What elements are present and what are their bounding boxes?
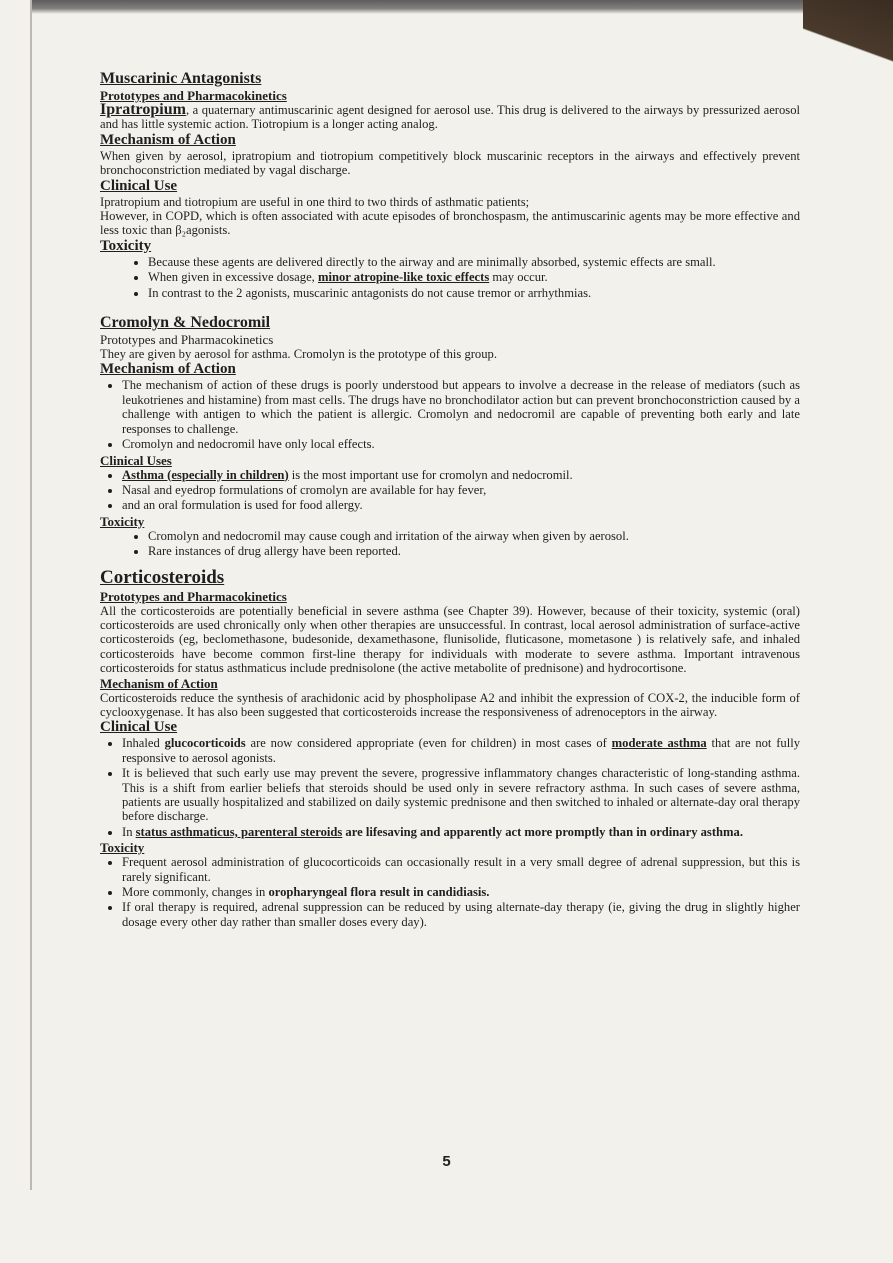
subheading-prototypes: Prototypes and Pharmacokinetics	[100, 88, 287, 103]
emphasis-text: status asthmaticus, parenteral steroids	[135, 824, 343, 839]
subheading-clinical-use: Clinical Use	[100, 177, 178, 194]
list-item: • Rare instances of drug allergy have been reported.	[148, 544, 800, 558]
clinical-list	[100, 736, 800, 839]
subheading-mechanism: Mechanism of Action	[100, 675, 218, 691]
mechanism-paragraph: Corticosteroids reduce the synthesis of arachidonic acid by phospholipase A2 and inhibit the expression of COX-2, the inducible form of cyclooxygenase. It has also been suggested that corticosteroids increase the responsiveness of adrenoceptors in the airway.	[100, 690, 800, 719]
section-muscarinic-antagonists	[100, 70, 800, 300]
list-item	[122, 736, 800, 765]
prototypes-text: , a quaternary antimuscarinic agent designed for aerosol use. This drug is delivered to the airways by pressurized aerosol and has little systemic action. Tiotropium is a longer acting analog.	[100, 103, 800, 132]
toxicity-list	[100, 529, 800, 559]
prototypes-paragraph: They are given by aerosol for asthma. Cromolyn is the prototype of this group.	[100, 347, 497, 362]
emphasis-text: glucocorticoids	[164, 736, 246, 751]
clinical-line-1: Ipratropium and tiotropium are useful in one third to two thirds of asthmatic patients;	[100, 194, 530, 209]
toxicity-list	[100, 255, 800, 300]
drug-name: Ipratropium	[100, 101, 186, 118]
subheading-mechanism: Mechanism of Action	[100, 361, 236, 378]
list-item: • Frequent aerosol administration of glucocorticoids can occasionally result in a very small degree of adrenal suppression, but this is rarely significant.	[122, 855, 800, 884]
list-item: • In contrast to the 2 agonists, muscarinic antagonists do not cause tremor or arrhythmias.	[148, 286, 800, 300]
document-page	[100, 70, 800, 935]
subheading-mechanism: Mechanism of Action	[100, 131, 236, 148]
section-corticosteroids	[100, 567, 800, 930]
list-item-text: When given in excessive dosage,	[148, 270, 318, 285]
scan-top-shadow	[30, 0, 810, 14]
subheading-clinical-use: Clinical Use	[100, 719, 178, 736]
section-title: Cromolyn & Nedocromil	[100, 314, 271, 332]
subheading-toxicity: Toxicity	[100, 840, 145, 856]
list-item-text: Inhaled	[122, 736, 165, 751]
clinical-list	[100, 468, 800, 513]
prototypes-paragraph: All the corticosteroids are potentially beneficial in severe asthma (see Chapter 39). However, because of their toxicity, systemic (oral) corticosteroids are used chronically only when other therapies are unsuccessful. In contrast, local aerosol administration of surface-active corticosteroids (eg, beclomethasone, budesonide, dexamethasone, flunisolide, fluticasone, mometasone ) is relatively safe, and inhaled corticosteroids have become common first-line therapy for individuals with moderate to severe asthma. Important intravenous corticosteroids for status asthmaticus include prednisolone (the active metabolite of prednisone) and hydrocortisone.	[100, 603, 800, 676]
page-number: 5	[442, 1153, 451, 1170]
list-item-text: are now considered appropriate (even for children) in most cases of	[245, 736, 612, 751]
prototypes-paragraph	[100, 103, 800, 132]
subheading-toxicity: Toxicity	[100, 237, 152, 254]
list-item-text: are lifesaving and apparently act more promptly than in ordinary asthma.	[342, 824, 743, 839]
list-item: • Cromolyn and nedocromil may cause cough and irritation of the airway when given by aerosol.	[148, 529, 800, 543]
scan-corner-background	[803, 0, 893, 140]
emphasis-text: moderate asthma	[611, 736, 707, 751]
section-cromolyn-nedocromil	[100, 314, 800, 558]
list-item: • Because these agents are delivered directly to the airway and are minimally absorbed, systemic effects are small.	[148, 255, 800, 269]
list-item: • It is believed that such early use may prevent the severe, progressive inflammatory changes characteristic of long-standing asthma. This is a shift from earlier beliefs that steroids should be used only in severe refractory asthma. In such cases of severe asthma, patients are usually hospitalized and stabilized on daily systemic prednisone and then switched to inhaled or alternate-day oral therapy before discharge.	[122, 766, 800, 824]
subheading-prototypes: Prototypes and Pharmacokinetics	[100, 588, 287, 604]
subheading-prototypes: Prototypes and Pharmacokinetics	[100, 332, 274, 348]
mechanism-paragraph: When given by aerosol, ipratropium and tiotropium competitively block muscarinic receptors in the airways and effectively prevent bronchoconstriction mediated by vagal discharge.	[100, 148, 800, 178]
emphasis-text: oropharyngeal flora result in candidiasis.	[268, 885, 490, 900]
clinical-line-2: However, in COPD, which is often associated with acute episodes of bronchospasm, the antimuscarinic agents may be more effective and less toxic than β₂agonists.	[100, 209, 800, 238]
list-item: • The mechanism of action of these drugs is poorly understood but appears to involve a decrease in the release of mediators (such as leukotrienes and histamine) from mast cells. The drugs have no bronchodilator action but can prevent bronchoconstriction caused by a challenge with antigen to which the patient is allergic. Cromolyn and nedocromil are capable of preventing both early and late responses to challenge.	[122, 378, 800, 436]
list-item	[122, 885, 800, 899]
list-item-text: More commonly, changes in	[122, 885, 269, 900]
list-item	[148, 270, 800, 284]
mechanism-list	[100, 378, 800, 451]
list-item-text: that are not fully responsive to aerosol agonists.	[122, 736, 800, 765]
subheading-toxicity: Toxicity	[100, 513, 145, 529]
section-title: Muscarinic Antagonists	[100, 70, 262, 87]
toxicity-list	[100, 855, 800, 929]
list-item: • Nasal and eyedrop formulations of cromolyn are available for hay fever,	[122, 483, 800, 497]
list-item	[122, 468, 800, 482]
emphasis-text: minor atropine-like toxic effects	[317, 270, 490, 285]
subheading-clinical-uses: Clinical Uses	[100, 452, 172, 468]
list-item: • and an oral formulation is used for food allergy.	[122, 498, 800, 512]
list-item-text: is the most important use for cromolyn and nedocromil.	[288, 467, 573, 482]
list-item: • Cromolyn and nedocromil have only local effects.	[122, 437, 800, 451]
list-item-text: may occur.	[489, 270, 548, 285]
list-item-text: In	[122, 824, 136, 839]
emphasis-text: Asthma (especially in children)	[122, 467, 289, 482]
list-item: • If oral therapy is required, adrenal suppression can be reduced by using alternate-day therapy (ie, giving the drug in slightly higher dosage every other day rather than smaller doses every day).	[122, 900, 800, 929]
list-item	[122, 825, 800, 839]
section-title: Corticosteroids	[100, 566, 225, 588]
scan-left-edge	[30, 0, 32, 1190]
